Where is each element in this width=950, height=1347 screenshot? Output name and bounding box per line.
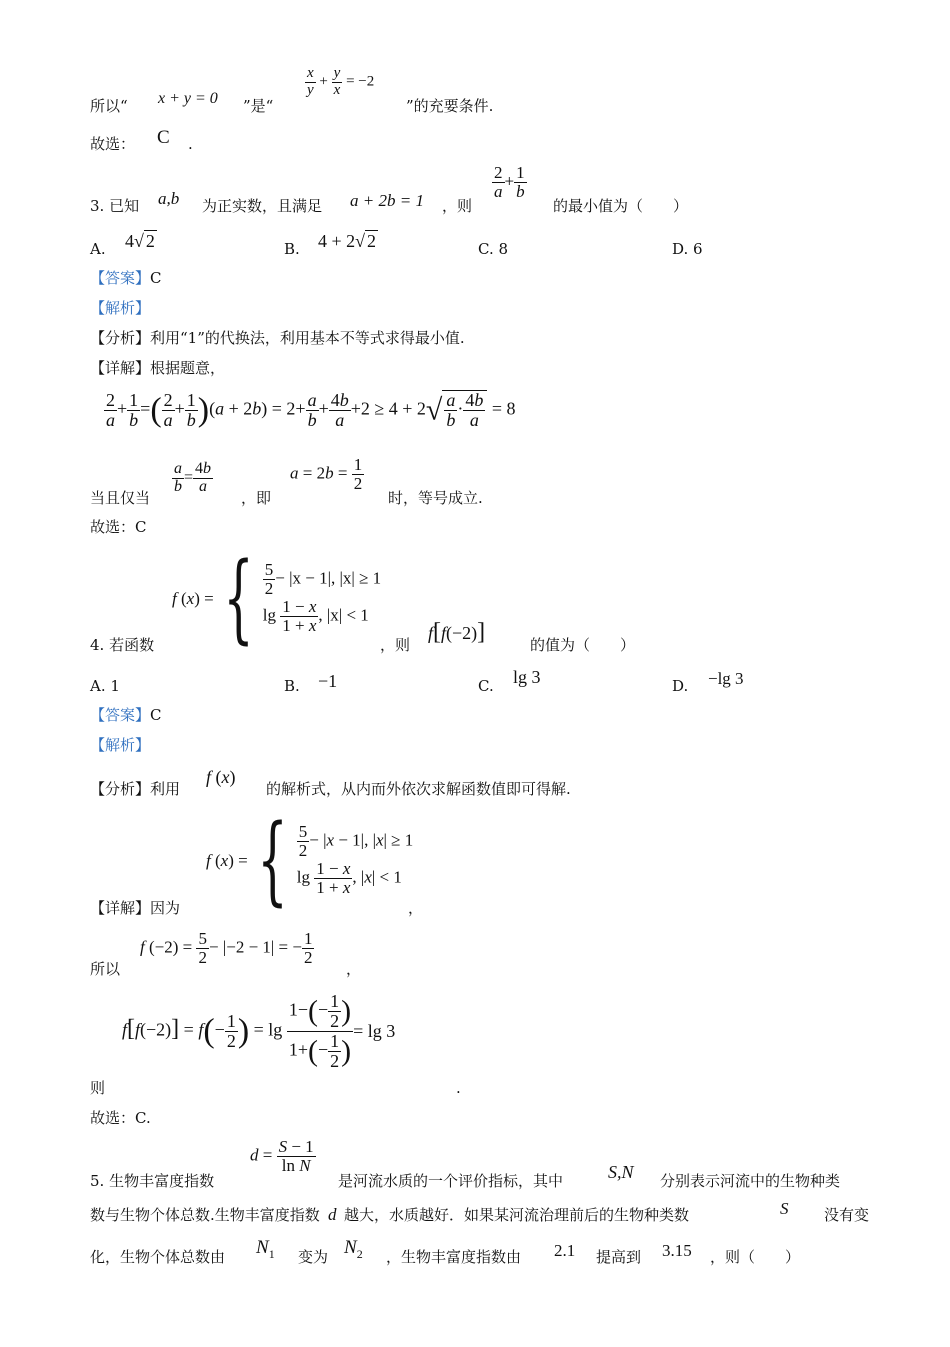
q5-line3-b: 变为	[298, 1248, 329, 1266]
q4-dot: .	[456, 1079, 461, 1097]
q4-select: 故选：C.	[90, 1109, 151, 1127]
q3-main-equation: $\frac{2}{a}$ + $\frac{1}{b}$ =( $\frac{2}{a}$ + $\frac{1}{b}$ )(a + 2b) = 2+ $\frac{a}{b}$ + $\frac{4b}{a}$ +2 ≥ 4 + 2√ $\frac{a}{b}$ · $\frac{4b}{a}$ = 8	[106, 390, 516, 430]
q3-condition: a + 2b = 1	[350, 191, 424, 210]
q4-piece1: − |x − 1|, |x| ≥ 1	[275, 568, 382, 588]
math-x-over-y-sum: $\frac{x}{y}$ + $\frac{y}{x}$ = −2	[307, 65, 375, 98]
q3-answer: 【答案】C	[90, 269, 162, 287]
q5-S: S	[780, 1199, 789, 1218]
prev-dot: .	[188, 135, 193, 153]
q5-N2: $N_2$	[344, 1237, 363, 1261]
q4-stem-c: 的值为（ ）	[530, 636, 636, 654]
q5-line3-c: ，生物丰富度指数由	[386, 1248, 522, 1266]
q4-answer: 【答案】C	[90, 706, 162, 724]
q5-SN: S,N	[608, 1162, 634, 1182]
q4-f-minus-2: f (−2) = $\frac{5}{2}$ − |−2 − 1| = − $\frac{1}{2}$	[140, 929, 313, 967]
q3-stem-d: 的最小值为（ ）	[553, 197, 689, 215]
q3-stem-a: 3. 已知	[90, 197, 140, 215]
q3-when-cond1: $\frac{a}{b}$ = $\frac{4b}{a}$	[174, 460, 212, 495]
q4-ze: 则	[90, 1079, 106, 1097]
q4-target: f[f(−2)]	[428, 619, 486, 645]
q4-xiangjie: 【详解】因为	[90, 899, 181, 917]
q5-stem-c: 分别表示河流中的生物种类	[660, 1172, 841, 1190]
q3-fenxi: 【分析】利用“1”的代换法，利用基本不等式求得最小值.	[90, 329, 465, 347]
q4-fenxi-a: 【分析】利用	[90, 780, 181, 798]
q3-when-cond2: a = 2b = $\frac{1}{2}$	[290, 455, 363, 493]
q5-line2-a: 数与生物个体总数.生物丰富度指数	[90, 1206, 320, 1224]
q3-option-d: D. 6	[672, 240, 703, 258]
q3-option-c: C. 8	[478, 240, 509, 258]
q4-comma-2: ，	[346, 960, 362, 978]
q3-option-a: 4√ 2	[125, 231, 155, 251]
q5-line3-d: 提高到	[596, 1248, 642, 1266]
q4-fenxi-b: 的解析式，从内而外依次求解函数值即可得解.	[266, 780, 571, 798]
q3-target-expr: $\frac{2}{a}$ + $\frac{1}{b}$	[494, 163, 525, 201]
q4-fx: f (x)	[206, 767, 236, 787]
q4-stem-a: 4. 若函数	[90, 636, 155, 654]
q3-stem-c: ，则	[442, 197, 473, 215]
q3-xiangjie: 【详解】根据题意，	[90, 359, 226, 377]
prev-answer-c: C	[157, 127, 170, 148]
q4-option-c-label: C.	[478, 677, 494, 695]
q3-analysis-tag: 【解析】	[90, 299, 151, 317]
q5-line2-c: 没有变	[824, 1206, 870, 1224]
q5-line3-a: 化，生物个体总数由	[90, 1248, 226, 1266]
q4-function-def: f (x) ={ $\frac{5}{2}$ − |x − 1|, |x| ≥ 1 lg $\frac{1 - x}{1 + x}$ , |x| < 1	[172, 542, 382, 654]
math-x-plus-y: x + y = 0	[158, 90, 218, 107]
q3-when-a: 当且仅当	[90, 489, 151, 507]
q3-option-a-label: A.	[90, 240, 106, 258]
q4-option-d: −lg 3	[708, 669, 744, 688]
q3-when-c: 时，等号成立.	[388, 489, 483, 507]
q5-d: d	[328, 1205, 337, 1224]
q3-option-b-label: B.	[284, 240, 300, 258]
q5-stem-a: 5. 生物丰富度指数	[90, 1172, 215, 1190]
q4-function-def-2: f (x) ={ $\frac{5}{2}$ − |x − 1|, |x| ≥ 1 lg $\frac{1 - x}{1 + x}$ , |x| < 1	[206, 804, 414, 916]
q5-line3-e: ，则（ ）	[710, 1248, 801, 1266]
q4-suoyi: 所以	[90, 960, 121, 978]
q4-analysis-tag: 【解析】	[90, 736, 151, 754]
q4-option-b-label: B.	[284, 677, 300, 695]
q4-ff-equation: f[f(−2)] = f(− $\frac{1}{2}$ ) = lg 1−(− $\frac{1}{2}$ ) 1+(− $\frac{1}{2}$ ) = lg 3	[122, 991, 396, 1071]
q5-line2-b: 越大，水质越好．如果某河流治理前后的生物种类数	[344, 1206, 690, 1224]
q3-ab: a,b	[158, 189, 180, 208]
q4-option-c: lg 3	[513, 667, 541, 687]
q3-select: 故选：C	[90, 518, 147, 536]
q5-stem-b: 是河流水质的一个评价指标，其中	[338, 1172, 564, 1190]
q4-piece2: , |x| < 1	[318, 605, 369, 625]
prev-text-1: 所以“	[90, 97, 128, 115]
q3-eq-tail: = 8	[491, 398, 516, 419]
q4-stem-b: ，则	[380, 636, 411, 654]
q3-stem-b: 为正实数，且满足	[202, 197, 323, 215]
q3-option-b: 4 + 2√ 2	[318, 231, 377, 251]
prev-text-3: ”的充要条件.	[406, 97, 494, 115]
q4-comma: ，	[408, 899, 424, 917]
q5-formula: d = $\frac{S - 1}{\text{ln N}}$	[250, 1137, 314, 1175]
q5-N1: $N_1$	[256, 1237, 275, 1261]
q4-option-a: A. 1	[90, 677, 120, 695]
q5-v1: 2.1	[554, 1241, 576, 1260]
q5-v2: 3.15	[662, 1241, 692, 1260]
q4-option-d-label: D.	[672, 677, 689, 695]
prev-text-2: ”是“	[243, 97, 274, 115]
q4-option-b: −1	[318, 671, 338, 691]
prev-select: 故选：	[90, 135, 136, 153]
q3-when-b: ，即	[241, 489, 272, 507]
